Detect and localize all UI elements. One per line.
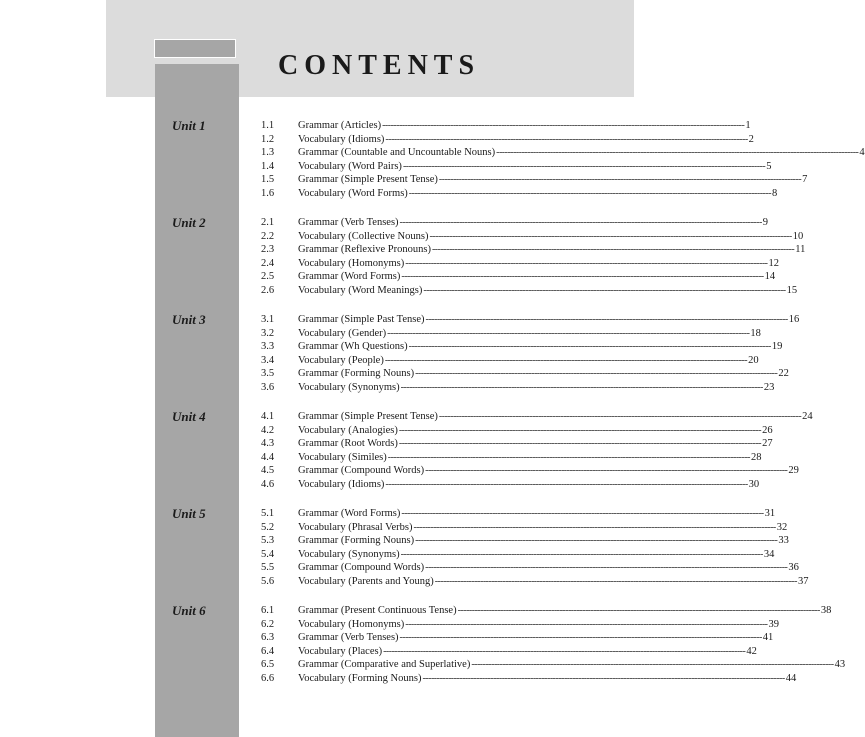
entry-title: Vocabulary (Idioms) — [298, 133, 385, 145]
entry-leader: -------------------------------------------------------------------------------------------------------------------------------- — [425, 314, 788, 325]
entry-number: 4.6 — [261, 478, 275, 490]
entry-number: 6.4 — [261, 645, 275, 657]
entry-leader: -------------------------------------------------------------------------------------------------------------------------------- — [438, 174, 802, 185]
entry-title: Vocabulary (Word Forms) — [298, 187, 408, 199]
entry-page: 28 — [751, 451, 762, 463]
toc-entry[interactable] — [261, 645, 757, 659]
entry-page: 27 — [762, 438, 773, 449]
entry-number: 3.4 — [261, 354, 275, 366]
entry-number: 4.3 — [261, 438, 275, 449]
unit-entries — [261, 119, 865, 200]
entry-leader: -------------------------------------------------------------------------------------------------------------------------------- — [408, 341, 771, 352]
unit-entries — [261, 604, 846, 685]
entry-page: 20 — [748, 354, 759, 366]
entry-title: Grammar (Present Continuous Tense) — [298, 605, 457, 616]
entry-leader: -------------------------------------------------------------------------------------------------------------------------------- — [434, 575, 797, 587]
entry-page: 16 — [788, 314, 800, 325]
toc-entry[interactable] — [261, 270, 776, 284]
entry-title: Vocabulary (Gender) — [298, 327, 387, 339]
entry-page: 43 — [834, 659, 846, 670]
toc-entry[interactable] — [261, 367, 789, 381]
entry-page: 24 — [802, 411, 813, 422]
entry-title: Grammar (Compound Words) — [298, 465, 425, 476]
entry-number: 4.4 — [261, 451, 275, 463]
toc-entry[interactable] — [261, 478, 760, 492]
entry-page: 34 — [763, 548, 775, 560]
entry-leader: -------------------------------------------------------------------------------------------------------------------------------- — [425, 465, 788, 476]
entry-title: Vocabulary (Forming Nouns) — [298, 672, 422, 684]
entry-number: 2.1 — [261, 217, 275, 228]
toc-entry[interactable] — [261, 604, 832, 618]
entry-title: Vocabulary (Idioms) — [298, 478, 385, 490]
unit-label: Unit 1 — [172, 118, 206, 133]
toc-entry[interactable] — [261, 575, 809, 589]
entry-title: Grammar (Verb Tenses) — [298, 632, 399, 643]
entry-leader: -------------------------------------------------------------------------------------------------------------------------------- — [408, 187, 772, 199]
entry-title: Vocabulary (Places) — [298, 645, 383, 657]
entry-leader: -------------------------------------------------------------------------------------------------------------------------------- — [415, 368, 778, 379]
toc-entry[interactable] — [261, 257, 779, 271]
entry-number: 1.3 — [261, 147, 275, 158]
unit-entries — [261, 410, 813, 491]
entry-page: 33 — [778, 535, 789, 546]
entry-page: 7 — [802, 174, 808, 185]
toc-entry[interactable] — [261, 548, 775, 562]
entry-page: 4 — [859, 147, 865, 158]
entry-leader: -------------------------------------------------------------------------------------------------------------------------------- — [398, 438, 762, 449]
entry-leader: -------------------------------------------------------------------------------------------------------------------------------- — [457, 605, 820, 616]
entry-number: 2.6 — [261, 284, 275, 296]
entry-title: Grammar (Articles) — [298, 120, 382, 131]
entry-title: Vocabulary (Homonyms) — [298, 257, 405, 269]
entry-title: Grammar (Forming Nouns) — [298, 535, 415, 546]
toc-entry[interactable] — [261, 658, 846, 672]
entry-leader: -------------------------------------------------------------------------------------------------------------------------------- — [405, 618, 768, 630]
entry-number: 1.5 — [261, 174, 275, 185]
entry-page: 11 — [795, 244, 806, 255]
entry-title: Vocabulary (Word Meanings) — [298, 284, 423, 296]
entry-leader: -------------------------------------------------------------------------------------------------------------------------------- — [401, 508, 764, 519]
entry-page: 23 — [763, 381, 775, 393]
entry-page: 36 — [788, 562, 799, 573]
entry-number: 1.6 — [261, 187, 275, 199]
contents-page — [106, 0, 865, 737]
entry-number: 5.5 — [261, 562, 275, 573]
entry-leader: -------------------------------------------------------------------------------------------------------------------------------- — [400, 548, 763, 560]
entry-page: 12 — [768, 257, 779, 269]
entry-number: 5.2 — [261, 521, 275, 533]
entry-number: 4.2 — [261, 424, 275, 436]
toc-entry[interactable] — [261, 631, 774, 645]
entry-title: Vocabulary (Parents and Young) — [298, 575, 434, 587]
entry-page: 41 — [762, 632, 774, 643]
entry-number: 6.5 — [261, 659, 275, 670]
entry-leader: -------------------------------------------------------------------------------------------------------------------------------- — [398, 424, 762, 436]
entry-number: 2.2 — [261, 230, 275, 242]
entry-leader: -------------------------------------------------------------------------------------------------------------------------------- — [425, 562, 788, 573]
entry-number: 3.6 — [261, 381, 275, 393]
entry-title: Grammar (Compound Words) — [298, 562, 425, 573]
entry-title: Vocabulary (Synonyms) — [298, 548, 400, 560]
unit-label: Unit 3 — [172, 312, 206, 327]
side-tab-box — [154, 39, 236, 58]
entry-title: Grammar (Simple Past Tense) — [298, 314, 425, 325]
unit-label: Unit 2 — [172, 215, 206, 230]
entry-number: 5.3 — [261, 535, 275, 546]
entry-title: Vocabulary (Similes) — [298, 451, 387, 463]
entry-number: 4.1 — [261, 411, 275, 422]
entry-number: 5.1 — [261, 508, 275, 519]
entry-leader: -------------------------------------------------------------------------------------------------------------------------------- — [400, 381, 763, 393]
entry-title: Grammar (Simple Present Tense) — [298, 411, 438, 422]
toc-entry[interactable] — [261, 381, 775, 395]
entry-page: 5 — [766, 160, 772, 172]
entry-page: 31 — [764, 508, 776, 519]
toc-entry[interactable] — [261, 521, 788, 535]
entry-page: 19 — [771, 341, 783, 352]
entry-number: 3.3 — [261, 341, 275, 352]
entry-title: Grammar (Verb Tenses) — [298, 217, 399, 228]
entry-page: 14 — [764, 271, 776, 282]
entry-leader: -------------------------------------------------------------------------------------------------------------------------------- — [415, 535, 778, 546]
toc-entry[interactable] — [261, 173, 808, 187]
entry-page: 15 — [786, 284, 798, 296]
entry-leader: -------------------------------------------------------------------------------------------------------------------------------- — [471, 659, 834, 670]
toc-entry[interactable] — [261, 618, 779, 632]
entry-page: 10 — [792, 230, 804, 242]
entry-title: Vocabulary (Homonyms) — [298, 618, 405, 630]
toc-entry[interactable] — [261, 327, 761, 341]
entry-leader: -------------------------------------------------------------------------------------------------------------------------------- — [496, 147, 859, 158]
unit-label: Unit 6 — [172, 603, 206, 618]
entry-page: 29 — [788, 465, 799, 476]
entry-title: Grammar (Root Words) — [298, 438, 398, 449]
entry-page: 37 — [797, 575, 809, 587]
toc-entry[interactable] — [261, 313, 800, 327]
toc-entry[interactable] — [261, 187, 778, 201]
entry-number: 4.5 — [261, 465, 275, 476]
entry-title: Grammar (Comparative and Superlative) — [298, 659, 471, 670]
entry-page: 1 — [745, 120, 751, 131]
entry-number: 3.5 — [261, 368, 275, 379]
entry-page: 18 — [750, 327, 761, 339]
toc-entry[interactable] — [261, 216, 769, 230]
entry-title: Vocabulary (Phrasal Verbs) — [298, 521, 413, 533]
toc-entry[interactable] — [261, 243, 806, 257]
toc-entry[interactable] — [261, 507, 776, 521]
entry-leader: -------------------------------------------------------------------------------------------------------------------------------- — [431, 244, 795, 255]
toc-entry[interactable] — [261, 464, 799, 478]
entry-leader: -------------------------------------------------------------------------------------------------------------------------------- — [399, 217, 762, 228]
toc-entry[interactable] — [261, 451, 762, 465]
entry-page: 26 — [762, 424, 773, 436]
entry-title: Grammar (Forming Nouns) — [298, 368, 415, 379]
entry-number: 1.2 — [261, 133, 275, 145]
toc-entry[interactable] — [261, 424, 773, 438]
entry-leader: -------------------------------------------------------------------------------------------------------------------------------- — [384, 354, 748, 366]
toc-entry[interactable] — [261, 354, 759, 368]
entry-page: 32 — [776, 521, 788, 533]
entry-page: 2 — [748, 133, 754, 145]
entry-leader: -------------------------------------------------------------------------------------------------------------------------------- — [402, 160, 766, 172]
toc-entry[interactable] — [261, 672, 797, 686]
entry-page: 38 — [820, 605, 832, 616]
entry-leader: -------------------------------------------------------------------------------------------------------------------------------- — [383, 645, 746, 657]
entry-title: Vocabulary (People) — [298, 354, 384, 366]
toc-entry[interactable] — [261, 160, 772, 174]
entry-leader: -------------------------------------------------------------------------------------------------------------------------------- — [405, 257, 768, 269]
entry-number: 6.3 — [261, 632, 275, 643]
unit-label: Unit 4 — [172, 409, 206, 424]
toc-entry[interactable] — [261, 119, 751, 133]
entry-leader: -------------------------------------------------------------------------------------------------------------------------------- — [387, 327, 750, 339]
entry-page: 22 — [778, 368, 789, 379]
entry-leader: -------------------------------------------------------------------------------------------------------------------------------- — [423, 284, 786, 296]
toc-entry[interactable] — [261, 561, 799, 575]
toc-entry[interactable] — [261, 534, 789, 548]
unit-entries — [261, 507, 809, 588]
entry-leader: -------------------------------------------------------------------------------------------------------------------------------- — [385, 478, 748, 490]
entry-leader: -------------------------------------------------------------------------------------------------------------------------------- — [413, 521, 776, 533]
side-strip — [155, 64, 239, 737]
entry-number: 6.1 — [261, 605, 275, 616]
unit-entries — [261, 216, 806, 297]
toc-entry[interactable] — [261, 410, 813, 424]
entry-number: 5.6 — [261, 575, 275, 587]
entry-number: 3.1 — [261, 314, 275, 325]
entry-page: 9 — [762, 217, 769, 228]
toc-entry[interactable] — [261, 146, 865, 160]
entry-title: Grammar (Word Forms) — [298, 271, 401, 282]
entry-title: Grammar (Simple Present Tense) — [298, 174, 438, 185]
entry-title: Grammar (Reflexive Pronouns) — [298, 244, 431, 255]
entry-number: 2.5 — [261, 271, 275, 282]
entry-leader: -------------------------------------------------------------------------------------------------------------------------------- — [399, 632, 762, 643]
entry-number: 6.2 — [261, 618, 275, 630]
entry-number: 2.3 — [261, 244, 275, 255]
toc-entry[interactable] — [261, 230, 804, 244]
page-title: CONTENTS — [278, 50, 481, 81]
entry-number: 1.4 — [261, 160, 275, 172]
entry-page: 39 — [768, 618, 779, 630]
toc-entry[interactable] — [261, 340, 783, 354]
entry-leader: -------------------------------------------------------------------------------------------------------------------------------- — [382, 120, 745, 131]
entry-title: Grammar (Countable and Uncountable Nouns) — [298, 147, 496, 158]
entry-page: 30 — [748, 478, 760, 490]
entry-number: 1.1 — [261, 120, 275, 131]
entry-number: 3.2 — [261, 327, 275, 339]
entry-leader: -------------------------------------------------------------------------------------------------------------------------------- — [422, 672, 785, 684]
entry-number: 2.4 — [261, 257, 275, 269]
entry-page: 44 — [785, 672, 797, 684]
entry-page: 42 — [746, 645, 757, 657]
toc-entry[interactable] — [261, 437, 773, 451]
entry-title: Vocabulary (Analogies) — [298, 424, 398, 436]
entry-page: 8 — [772, 187, 778, 199]
toc-entry[interactable] — [261, 284, 798, 298]
entry-leader: -------------------------------------------------------------------------------------------------------------------------------- — [387, 451, 750, 463]
entry-title: Vocabulary (Synonyms) — [298, 381, 400, 393]
entry-title: Vocabulary (Word Pairs) — [298, 160, 402, 172]
toc-entry[interactable] — [261, 133, 754, 147]
entry-number: 6.6 — [261, 672, 275, 684]
entry-leader: -------------------------------------------------------------------------------------------------------------------------------- — [438, 411, 802, 422]
entry-title: Vocabulary (Collective Nouns) — [298, 230, 429, 242]
entry-title: Grammar (Word Forms) — [298, 508, 401, 519]
entry-leader: -------------------------------------------------------------------------------------------------------------------------------- — [429, 230, 792, 242]
unit-label: Unit 5 — [172, 506, 206, 521]
entry-leader: -------------------------------------------------------------------------------------------------------------------------------- — [401, 271, 764, 282]
entry-leader: -------------------------------------------------------------------------------------------------------------------------------- — [385, 133, 748, 145]
entry-title: Grammar (Wh Questions) — [298, 341, 408, 352]
unit-entries — [261, 313, 800, 394]
entry-number: 5.4 — [261, 548, 275, 560]
